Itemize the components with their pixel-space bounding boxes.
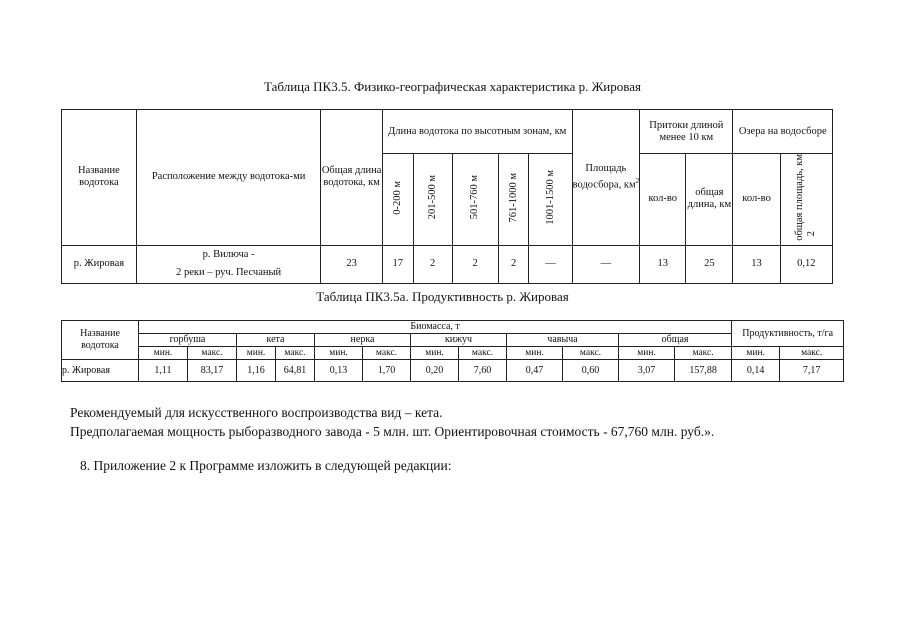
cell-value: 3,07 bbox=[619, 360, 675, 382]
cell-lakes-area: 0,12 bbox=[780, 245, 832, 283]
table1-caption: Таблица ПК3.5. Физико-географическая характеристика р. Жировая bbox=[264, 79, 641, 94]
species-keta: кета bbox=[237, 334, 315, 347]
cell-zone-2: 2 bbox=[452, 245, 498, 283]
species-total: общая bbox=[619, 334, 732, 347]
species-nerka: нерка bbox=[315, 334, 411, 347]
table2-caption: Таблица ПК3.5а. Продуктивность р. Жировая bbox=[316, 289, 569, 304]
cell-value: 0,14 bbox=[732, 360, 780, 382]
cell-trib-count: 13 bbox=[640, 245, 686, 283]
header-zone-length: Длина водотока по высотным зонам, км bbox=[382, 110, 572, 154]
cell-value: 64,81 bbox=[276, 360, 315, 382]
max-label: макс. bbox=[276, 347, 315, 360]
max-label: макс. bbox=[780, 347, 844, 360]
cell-basin-area: — bbox=[572, 245, 640, 283]
header-tributaries: Притоки длиной менее 10 км bbox=[640, 110, 733, 154]
cell-zone-3: 2 bbox=[498, 245, 529, 283]
min-label: мин. bbox=[411, 347, 459, 360]
species-gorbusha: горбуша bbox=[139, 334, 237, 347]
min-label: мин. bbox=[619, 347, 675, 360]
cell-name: р. Жировая bbox=[62, 360, 139, 382]
zone-header-4: 1001-1500 м bbox=[529, 154, 572, 246]
header-lakes: Озера на водосборе bbox=[733, 110, 833, 154]
cell-value: 0,20 bbox=[411, 360, 459, 382]
physico-geographic-table bbox=[61, 109, 833, 284]
cell-value: 83,17 bbox=[188, 360, 237, 382]
header-biomass: Биомасса, т bbox=[139, 321, 732, 334]
cell-zone-1: 2 bbox=[413, 245, 452, 283]
zone-header-3: 761-1000 м bbox=[498, 154, 529, 246]
header-lakes-count: кол-во bbox=[733, 154, 780, 246]
header-name: Название водотока bbox=[62, 110, 137, 246]
max-label: макс. bbox=[459, 347, 507, 360]
species-kizhuch: кижуч bbox=[411, 334, 507, 347]
species-chavycha: чавыча bbox=[507, 334, 619, 347]
location-line-1: р. Вилюча - bbox=[202, 249, 255, 261]
min-label: мин. bbox=[507, 347, 563, 360]
max-label: макс. bbox=[363, 347, 411, 360]
cell-trib-length: 25 bbox=[686, 245, 733, 283]
table-row bbox=[62, 245, 833, 283]
cell-value: 157,88 bbox=[675, 360, 732, 382]
header-total-length: Общая длина водотока, км bbox=[321, 110, 383, 246]
recommended-species-text: Рекомендуемый для искусственного воспроизводства вид – кета. bbox=[70, 405, 443, 420]
cell-total-length: 23 bbox=[321, 245, 383, 283]
zone-header-2: 501-760 м bbox=[452, 154, 498, 246]
header-trib-length: общая длина, км bbox=[686, 154, 733, 246]
header-lakes-area: общая площадь, км2 bbox=[780, 154, 832, 246]
capacity-text: Предполагаемая мощность рыборазводного завода - 5 млн. шт. Ориентировочная стоимость - 67,760 млн. руб.». bbox=[70, 424, 715, 439]
header-basin-area: Площадь водосбора, $км^2$ bbox=[572, 110, 640, 246]
cell-value: 7,17 bbox=[780, 360, 844, 382]
header-location: Расположение между водотока-ми bbox=[136, 110, 321, 246]
cell-zone-0: 17 bbox=[382, 245, 413, 283]
productivity-table bbox=[61, 320, 844, 382]
cell-value: 1,70 bbox=[363, 360, 411, 382]
min-label: мин. bbox=[315, 347, 363, 360]
cell-location bbox=[136, 245, 321, 283]
zone-header-1: 201-500 м bbox=[413, 154, 452, 246]
header-name: Название водотока bbox=[62, 321, 139, 360]
min-label: мин. bbox=[732, 347, 780, 360]
cell-value: 1,11 bbox=[139, 360, 188, 382]
cell-lakes-count: 13 bbox=[733, 245, 780, 283]
header-productivity: Продуктивность, т/га bbox=[732, 321, 844, 347]
cell-value: 0,47 bbox=[507, 360, 563, 382]
cell-value: 0,13 bbox=[315, 360, 363, 382]
header-trib-count: кол-во bbox=[640, 154, 686, 246]
cell-value: 0,60 bbox=[563, 360, 619, 382]
zone-header-0: 0-200 м bbox=[382, 154, 413, 246]
item-8-text: 8. Приложение 2 к Программе изложить в следующей редакции: bbox=[80, 458, 452, 473]
min-label: мин. bbox=[237, 347, 276, 360]
cell-value: 1,16 bbox=[237, 360, 276, 382]
cell-value: 7,60 bbox=[459, 360, 507, 382]
location-line-2: 2 реки – руч. Песчаный bbox=[176, 267, 282, 279]
max-label: макс. bbox=[675, 347, 732, 360]
max-label: макс. bbox=[563, 347, 619, 360]
max-label: макс. bbox=[188, 347, 237, 360]
cell-name: р. Жировая bbox=[62, 245, 137, 283]
cell-zone-4: — bbox=[529, 245, 572, 283]
table-row bbox=[62, 360, 844, 382]
min-label: мин. bbox=[139, 347, 188, 360]
